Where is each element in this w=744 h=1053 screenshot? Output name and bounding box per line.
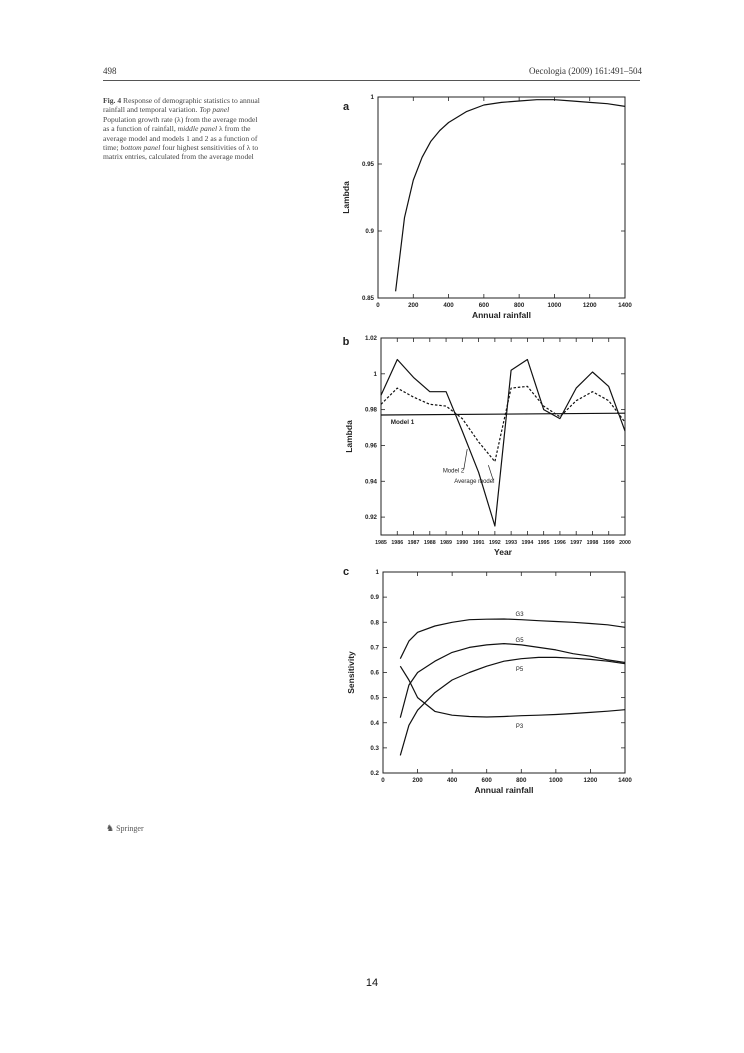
panel-a-xlabel: Annual rainfall	[471, 310, 532, 320]
panel-c-annotation: P5	[515, 667, 524, 674]
panel-b-frame	[381, 338, 625, 535]
panel-a-xtick-label: 1200	[582, 302, 597, 309]
panel-b-annotation-arrow	[488, 465, 493, 480]
panel-a-ytick-label: 1	[370, 94, 374, 101]
panel-b-series-model-1	[381, 413, 625, 415]
panel-c-series-g3	[400, 619, 625, 659]
panel-b-xtick-label: 1988	[423, 540, 436, 546]
panel-b-ylabel: Lambda	[344, 420, 354, 453]
figure-label: Fig. 4	[103, 96, 122, 105]
publisher-name: Springer	[116, 824, 144, 833]
panel-b-ytick-label: 1	[373, 370, 377, 378]
panel-a-xtick-label: 0	[376, 302, 380, 309]
panel-a-xtick-label: 800	[513, 302, 525, 309]
panel-c-letter: c	[342, 566, 350, 578]
panel-c-series-p5	[400, 657, 625, 755]
panel-b-xtick-label: 2000	[619, 540, 631, 546]
panel-c-xtick-label: 200	[412, 777, 423, 784]
panel-b-ytick-label: 0.92	[364, 514, 377, 522]
panel-a-xtick-label: 1400	[618, 302, 632, 309]
panel-b-xtick-label: 1990	[456, 540, 469, 546]
panel-b-xtick-label: 1996	[554, 540, 566, 546]
footer-page-number: 14	[365, 977, 379, 989]
panel-b-xtick-label: 1998	[586, 540, 599, 546]
panel-c-ytick-label: 0.6	[370, 669, 379, 677]
panel-b-series-average-model	[381, 360, 625, 527]
panel-b-ytick-label: 0.98	[364, 406, 377, 414]
springer-horse-icon: ♞	[106, 823, 115, 833]
panel-c-ytick-label: 0.7	[370, 644, 379, 652]
caption-text-4: four highest sensitivities of λ to matrix entries, calculated from the average model	[103, 143, 259, 162]
panel-b-xtick-label: 1994	[521, 540, 534, 546]
panel-b-xtick-label: 1986	[391, 540, 404, 546]
page-number: 498	[103, 66, 117, 76]
panel-c-xtick-label: 400	[446, 777, 458, 784]
panel-a-ytick-label: 0.9	[365, 228, 374, 235]
panel-c-ytick-label: 1	[375, 569, 379, 576]
panel-c-series-g5	[400, 644, 625, 718]
panel-a-xtick-label: 600	[478, 302, 490, 309]
panel-b-annotation: Model 2	[442, 468, 465, 475]
panel-c-xtick-label: 1400	[618, 777, 632, 784]
panel-b-xtick-label: 1999	[602, 540, 615, 546]
panel-c-annotation: G5	[515, 637, 524, 644]
panel-b-xtick-label: 1987	[407, 540, 420, 546]
panel-b-letter: b	[342, 336, 350, 348]
panel-b-xlabel: Year	[494, 547, 512, 557]
panel-b-ytick-label: 1.02	[364, 335, 377, 342]
caption-bottom-panel: bottom panel	[120, 143, 161, 153]
panel-b-xtick-label: 1991	[472, 540, 485, 546]
panel-a-xtick-label: 200	[408, 302, 419, 309]
panel-b-xtick-label: 1985	[375, 540, 387, 546]
panel-b-annotation-arrow	[464, 449, 467, 469]
panel-c-xtick-label: 1200	[583, 777, 598, 784]
caption-text-3: λ from the average model and models 1 and 2 as a function of time;	[103, 124, 258, 153]
panel-c-ytick-label: 0.5	[370, 694, 379, 702]
panel-c-xtick-label: 1000	[548, 777, 563, 784]
panel-b-xtick-label: 1989	[440, 540, 452, 546]
panel-a-xtick-label: 1000	[547, 302, 562, 309]
panel-c-annotation: G3	[515, 611, 524, 618]
panel-a-letter: a	[342, 101, 350, 113]
caption-text-2: Population growth rate (λ) from the average model as a function of rainfall,	[103, 114, 258, 134]
panel-c-ytick-label: 0.8	[370, 619, 379, 627]
panel-c-ylabel: Sensitivity	[346, 651, 356, 694]
journal-reference: Oecologia (2009) 161:491–504	[529, 66, 642, 76]
panel-c-xlabel: Annual rainfall	[474, 785, 534, 795]
panel-c-series-p3	[400, 666, 625, 717]
panel-a-xtick-label: 400	[443, 302, 454, 309]
panel-a-ylabel: Lambda	[341, 181, 351, 214]
panel-b-ytick-label: 0.94	[364, 478, 377, 486]
panel-c-ytick-label: 0.4	[370, 719, 379, 727]
panel-b-xtick-label: 1997	[570, 540, 583, 546]
panel-c-annotation: P3	[515, 723, 524, 730]
caption-text-1: Response of demographic statistics to annual rainfall and temporal variation.	[103, 96, 260, 115]
caption-middle-panel: middle panel	[177, 124, 218, 134]
panel-a-frame	[378, 97, 625, 298]
panel-c-ytick-label: 0.3	[370, 744, 379, 752]
panel-b-xtick-label: 1992	[488, 540, 501, 546]
panel-c-xtick-label: 0	[381, 777, 385, 784]
caption-top-panel: Top panel	[199, 105, 230, 115]
panel-b-xtick-label: 1995	[537, 540, 550, 546]
panel-b-annotation: Model 1	[390, 418, 415, 426]
panel-c-xtick-label: 600	[481, 777, 492, 784]
panel-b-xtick-label: 1993	[505, 540, 518, 546]
panel-a-ytick-label: 0.85	[361, 295, 374, 302]
panel-c-ytick-label: 0.2	[370, 770, 379, 777]
panel-c-frame	[383, 572, 625, 773]
panel-a-series-average-model	[396, 100, 625, 292]
panel-c-xtick-label: 800	[516, 777, 527, 784]
panel-b-ytick-label: 0.96	[364, 442, 377, 450]
panel-a-ytick-label: 0.95	[361, 161, 374, 168]
panel-c-ytick-label: 0.9	[370, 594, 379, 602]
panel-b-annotation: Average model	[454, 479, 495, 486]
